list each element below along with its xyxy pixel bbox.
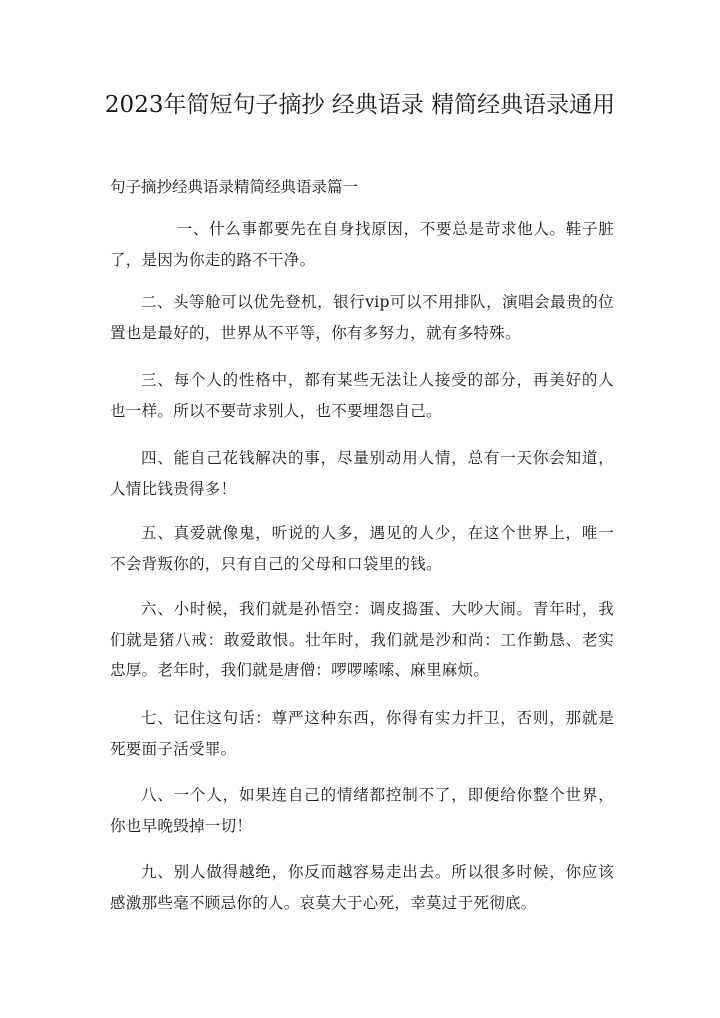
paragraph-2: 二、头等舱可以优先登机，银行vip可以不用排队，演唱会最贵的位置也是最好的，世界从不平等，你有多努力，就有多特殊。 <box>110 293 614 342</box>
paragraph-7: 七、记住这句话：尊严这种东西，你得有实力扞卫，否则，那就是死要面子活受罪。 <box>110 709 614 758</box>
paragraph-4: 四、能自己花钱解决的事，尽量别动用人情，总有一天你会知道，人情比钱贵得多！ <box>110 449 614 498</box>
paragraph-1: 一、什么事都要先在自身找原因，不要总是苛求他人。鞋子脏了，是因为你走的路不干净。 <box>110 220 614 269</box>
paragraph-8: 八、一个人，如果连自己的情绪都控制不了，即便给你整个世界，你也早晚毁掉一切！ <box>110 786 614 835</box>
paragraph-5: 五、真爱就像鬼，听说的人多，遇见的人少，在这个世界上，唯一不会背叛你的，只有自己的父母和口袋里的钱。 <box>110 524 614 573</box>
paragraph-3: 三、每个人的性格中，都有某些无法让人接受的部分，再美好的人也一样。所以不要苛求别人，也不要埋怨自己。 <box>110 371 614 420</box>
section-heading: 句子摘抄经典语录精简经典语录篇一 <box>110 178 359 196</box>
document-title: 2023年简短句子摘抄 经典语录 精简经典语录通用 <box>104 92 616 118</box>
paragraph-9: 九、别人做得越绝，你反而越容易走出去。所以很多时候，你应该感激那些毫不顾忌你的人。哀莫大于心死，幸莫过于死彻底。 <box>110 863 614 912</box>
paragraph-6: 六、小时候，我们就是孙悟空：调皮捣蛋、大吵大闹。青年时，我们就是猪八戒：敢爱敢恨。壮年时，我们就是沙和尚：工作勤恳、老实忠厚。老年时，我们就是唐僧：啰啰嗦嗦、麻里麻烦。 <box>110 600 614 679</box>
